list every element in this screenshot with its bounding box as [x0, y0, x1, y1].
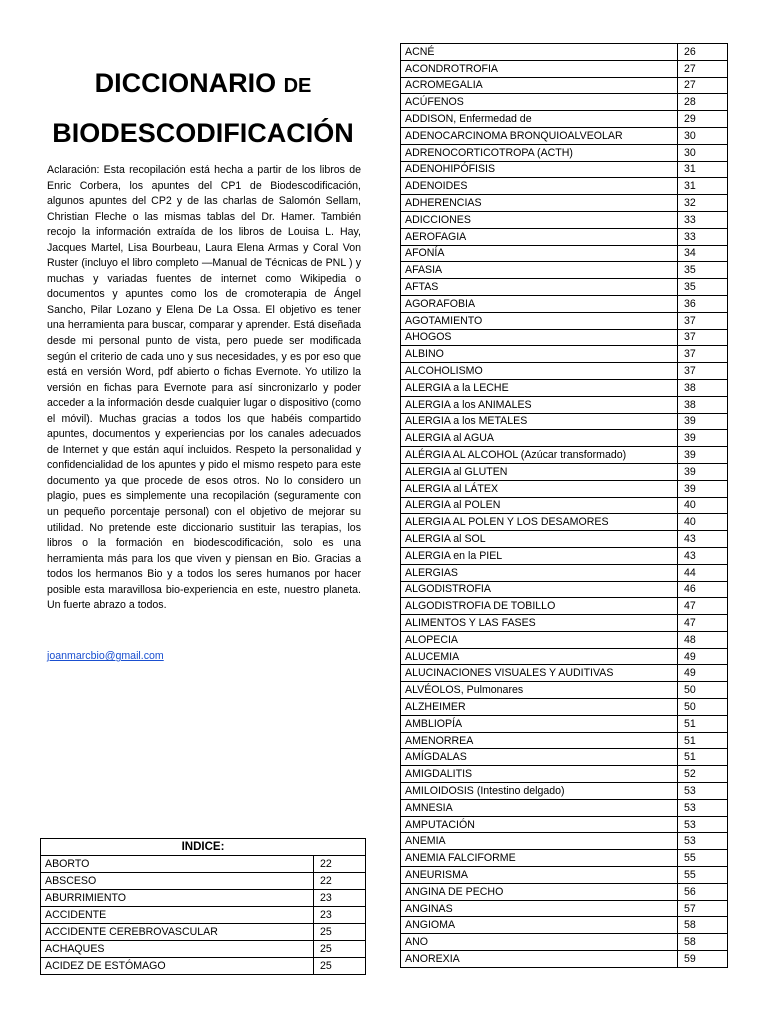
entry-term: AFASIA [401, 262, 678, 279]
entry-page-number: 46 [678, 581, 728, 598]
entry-term: ALCOHOLISMO [401, 363, 678, 380]
entry-term: ACCIDENTE CEREBROVASCULAR [41, 924, 314, 941]
table-row [401, 211, 728, 228]
entry-term: AMPUTACIÓN [401, 816, 678, 833]
entry-term: ALGODISTROFIA DE TOBILLO [401, 598, 678, 615]
entry-page-number: 25 [314, 924, 366, 941]
entry-term: AMILOIDOSIS (Intestino delgado) [401, 783, 678, 800]
entry-term: ADENOIDES [401, 178, 678, 195]
table-row [401, 867, 728, 884]
table-row [401, 883, 728, 900]
entry-page-number: 48 [678, 631, 728, 648]
index-table [40, 838, 366, 975]
entry-term: ADENOHIPÓFISIS [401, 161, 678, 178]
entry-page-number: 43 [678, 531, 728, 548]
entry-term: ALERGIAS [401, 564, 678, 581]
entry-term: ANEURISMA [401, 867, 678, 884]
table-row [401, 262, 728, 279]
entry-page-number: 31 [678, 178, 728, 195]
entry-page-number: 39 [678, 480, 728, 497]
table-row [401, 564, 728, 581]
entry-term: ANGINAS [401, 900, 678, 917]
entry-term: ACIDEZ DE ESTÓMAGO [41, 958, 314, 975]
table-row [401, 699, 728, 716]
table-row [401, 766, 728, 783]
table-row [401, 447, 728, 464]
entry-page-number: 28 [678, 94, 728, 111]
table-row [401, 749, 728, 766]
entry-page-number: 53 [678, 799, 728, 816]
entry-page-number: 47 [678, 615, 728, 632]
table-row [41, 924, 366, 941]
entry-page-number: 39 [678, 463, 728, 480]
entry-term: ALERGIA al SOL [401, 531, 678, 548]
table-row [401, 665, 728, 682]
entry-page-number: 39 [678, 413, 728, 430]
entry-term: AMIGDALITIS [401, 766, 678, 783]
table-row [401, 379, 728, 396]
entry-page-number: 37 [678, 363, 728, 380]
table-row [401, 816, 728, 833]
table-row [401, 514, 728, 531]
entry-page-number: 51 [678, 715, 728, 732]
entry-page-number: 29 [678, 111, 728, 128]
table-row [41, 873, 366, 890]
table-row [401, 245, 728, 262]
table-row [401, 547, 728, 564]
entry-page-number: 59 [678, 951, 728, 968]
table-row [401, 279, 728, 296]
entry-term: ANGINA DE PECHO [401, 883, 678, 900]
entry-term: AMENORREA [401, 732, 678, 749]
entry-term: AFONÍA [401, 245, 678, 262]
entry-page-number: 25 [314, 941, 366, 958]
entry-term: ALERGIA a la LECHE [401, 379, 678, 396]
table-row [401, 648, 728, 665]
table-row [401, 77, 728, 94]
table-row [401, 94, 728, 111]
entry-term: ANO [401, 934, 678, 951]
entry-page-number: 40 [678, 497, 728, 514]
entry-term: ALGODISTROFIA [401, 581, 678, 598]
table-row [401, 127, 728, 144]
entry-term: ALUCEMIA [401, 648, 678, 665]
entry-term: ADRENOCORTICOTROPA (ACTH) [401, 144, 678, 161]
entry-page-number: 35 [678, 262, 728, 279]
table-row [401, 295, 728, 312]
table-row [41, 890, 366, 907]
entry-term: AMBLIOPÍA [401, 715, 678, 732]
entry-page-number: 50 [678, 699, 728, 716]
index-header: INDICE: [41, 839, 366, 856]
entry-page-number: 49 [678, 665, 728, 682]
entry-page-number: 39 [678, 447, 728, 464]
entry-term: ANGIOMA [401, 917, 678, 934]
table-row [401, 144, 728, 161]
table-row [401, 732, 728, 749]
entry-term: ADENOCARCINOMA BRONQUIOALVEOLAR [401, 127, 678, 144]
entry-term: ALERGIA a los METALES [401, 413, 678, 430]
table-row [401, 682, 728, 699]
entry-term: ADHERENCIAS [401, 195, 678, 212]
entry-page-number: 37 [678, 329, 728, 346]
table-row [401, 783, 728, 800]
entry-page-number: 56 [678, 883, 728, 900]
table-row [401, 346, 728, 363]
entry-page-number: 37 [678, 346, 728, 363]
entry-term: ACHAQUES [41, 941, 314, 958]
entry-term: ALÉRGIA AL ALCOHOL (Azúcar transformado) [401, 447, 678, 464]
table-row [401, 228, 728, 245]
entry-term: ALIMENTOS Y LAS FASES [401, 615, 678, 632]
entry-term: ALERGIA al LÁTEX [401, 480, 678, 497]
table-row [401, 934, 728, 951]
entries-body [401, 44, 728, 968]
entry-page-number: 36 [678, 295, 728, 312]
table-row [401, 581, 728, 598]
entry-term: ALOPECIA [401, 631, 678, 648]
entry-term: ACÚFENOS [401, 94, 678, 111]
entry-page-number: 47 [678, 598, 728, 615]
entry-page-number: 58 [678, 934, 728, 951]
entry-page-number: 34 [678, 245, 728, 262]
entry-page-number: 22 [314, 856, 366, 873]
entry-page-number: 38 [678, 379, 728, 396]
table-row [401, 413, 728, 430]
entry-term: ALERGIA a los ANIMALES [401, 396, 678, 413]
document-title-line2: BIODESCODIFICACIÓN [52, 118, 354, 148]
entry-term: ALVÉOLOS, Pulmonares [401, 682, 678, 699]
entry-term: ALERGIA al POLEN [401, 497, 678, 514]
entry-page-number: 50 [678, 682, 728, 699]
table-row [401, 430, 728, 447]
entry-page-number: 58 [678, 917, 728, 934]
entry-term: ALBINO [401, 346, 678, 363]
table-row [401, 363, 728, 380]
entry-page-number: 31 [678, 161, 728, 178]
entry-page-number: 37 [678, 312, 728, 329]
entry-page-number: 52 [678, 766, 728, 783]
table-row [41, 941, 366, 958]
table-row [401, 329, 728, 346]
table-row [401, 178, 728, 195]
document-title-line1 [40, 66, 366, 103]
entry-page-number: 51 [678, 732, 728, 749]
entry-term: ALZHEIMER [401, 699, 678, 716]
entry-term: AGORAFOBIA [401, 295, 678, 312]
entry-term: ACONDROTROFIA [401, 60, 678, 77]
entry-term: ALUCINACIONES VISUALES Y AUDITIVAS [401, 665, 678, 682]
entry-page-number: 39 [678, 430, 728, 447]
entry-page-number: 30 [678, 127, 728, 144]
entry-page-number: 57 [678, 900, 728, 917]
entry-page-number: 23 [314, 907, 366, 924]
entry-term: AGOTAMIENTO [401, 312, 678, 329]
entry-term: ABORTO [41, 856, 314, 873]
entry-term: ACCIDENTE [41, 907, 314, 924]
table-row [401, 60, 728, 77]
entry-term: ABSCESO [41, 873, 314, 890]
entry-page-number: 27 [678, 60, 728, 77]
entry-term: ALERGIA en la PIEL [401, 547, 678, 564]
entry-term: ANEMIA [401, 833, 678, 850]
table-row [401, 615, 728, 632]
entry-page-number: 51 [678, 749, 728, 766]
table-row [401, 799, 728, 816]
index-body [41, 856, 366, 975]
entry-term: ANOREXIA [401, 951, 678, 968]
table-row [401, 598, 728, 615]
entry-page-number: 26 [678, 44, 728, 61]
table-row [401, 161, 728, 178]
clarification-paragraph: Aclaración: Esta recopilación está hecha a partir de los libros de Enric Corbera, los apuntes del CP1 de Biodescodificación, algunos apuntes del CP2 y de las charlas de Salomón Sellam, Christian Fleche o las mismas tablas del Dr. Hamer. También recojo la información extraída de los libros de Louisa L. Hay, Jacques Martel, Lisa Bourbeau, Laura Elena Armas y Coral Von Ruster (incluyo el libro completo —Manual de Técnicas de PNL ) y muchas y variadas fuentes de internet como Wikipedia o documentos y apuntes como los de cromoterapia de Ángel Sancho, Pilar Lozano y Elena De La Ossa. El objetivo es tener una herramienta para buscar, comparar y aprender. Está diseñada desde mi personal punto de vista, pero puede ser modificada según el criterio de cada uno y sus necesidades, y es por eso que está en versión Word, pdf abierto o fichas Evernote. Yo utilizo la versión en fichas para Evernote para así sincronizarlo y poder acceder a la información desde cualquier lugar o dispositivo (como el móvil). Muchas gracias a todos los que habéis compartido apuntes, documentos y experiencias por los canales adecuados de Internet y que están aquí incluidos. Respeto la personalidad y confidencialidad de los apuntes y pido el mismo respeto para este documento ya que procede de esos otros. No lo considero un plagio, pues es simplemente una recopilación (seguramente con un pequeño porcentaje personal) con el objetivo de mejorar su utilidad. No pretende este diccionario sustituir las terapias, los libros o la formación en biodescodificación, solo es una herramienta más para los que viven y piensan en Bio. Gracias a todos los hermanos Bio y a todos los seres humanos por hacer posible esta maravillosa bio-experiencia en este, nuestro planeta. Un fuerte abrazo a todos. [47, 164, 361, 612]
entry-page-number: 22 [314, 873, 366, 890]
entry-term: AMNESIA [401, 799, 678, 816]
table-row [401, 463, 728, 480]
email-link[interactable]: joanmarcbio@gmail.com [47, 650, 164, 662]
table-row [401, 480, 728, 497]
table-row [41, 907, 366, 924]
entry-term: AMÍGDALAS [401, 749, 678, 766]
entry-term: ANEMIA FALCIFORME [401, 850, 678, 867]
entry-term: ACROMEGALIA [401, 77, 678, 94]
entry-page-number: 27 [678, 77, 728, 94]
entry-term: ABURRIMIENTO [41, 890, 314, 907]
table-row [401, 531, 728, 548]
dictionary-entries-table [400, 43, 728, 968]
table-row [401, 195, 728, 212]
entry-term: ALERGIA al AGUA [401, 430, 678, 447]
table-row [401, 497, 728, 514]
entry-page-number: 53 [678, 816, 728, 833]
table-row [401, 715, 728, 732]
table-row [401, 631, 728, 648]
entry-page-number: 55 [678, 850, 728, 867]
entry-term: ALERGIA al GLUTEN [401, 463, 678, 480]
entry-page-number: 43 [678, 547, 728, 564]
entry-page-number: 33 [678, 211, 728, 228]
entry-page-number: 40 [678, 514, 728, 531]
entry-term: AEROFAGIA [401, 228, 678, 245]
table-row [401, 111, 728, 128]
table-row [41, 958, 366, 975]
entry-term: AHOGOS [401, 329, 678, 346]
table-row [401, 951, 728, 968]
entry-term: ALERGIA AL POLEN Y LOS DESAMORES [401, 514, 678, 531]
table-row [401, 833, 728, 850]
entry-page-number: 55 [678, 867, 728, 884]
table-row [401, 900, 728, 917]
entry-page-number: 32 [678, 195, 728, 212]
table-row [401, 396, 728, 413]
entry-page-number: 49 [678, 648, 728, 665]
title-small-word: DE [283, 75, 312, 97]
entry-page-number: 23 [314, 890, 366, 907]
entry-page-number: 44 [678, 564, 728, 581]
entry-term: ADICCIONES [401, 211, 678, 228]
table-row [401, 917, 728, 934]
entry-term: ADDISON, Enfermedad de [401, 111, 678, 128]
entry-page-number: 25 [314, 958, 366, 975]
entry-page-number: 53 [678, 783, 728, 800]
entry-page-number: 35 [678, 279, 728, 296]
table-row [401, 44, 728, 61]
table-row [41, 856, 366, 873]
table-row [401, 850, 728, 867]
entry-term: ACNÉ [401, 44, 678, 61]
table-row [401, 312, 728, 329]
entry-page-number: 33 [678, 228, 728, 245]
entry-term: AFTAS [401, 279, 678, 296]
entry-page-number: 53 [678, 833, 728, 850]
title-main-word: DICCIONARIO [94, 68, 277, 98]
entry-page-number: 38 [678, 396, 728, 413]
entry-page-number: 30 [678, 144, 728, 161]
